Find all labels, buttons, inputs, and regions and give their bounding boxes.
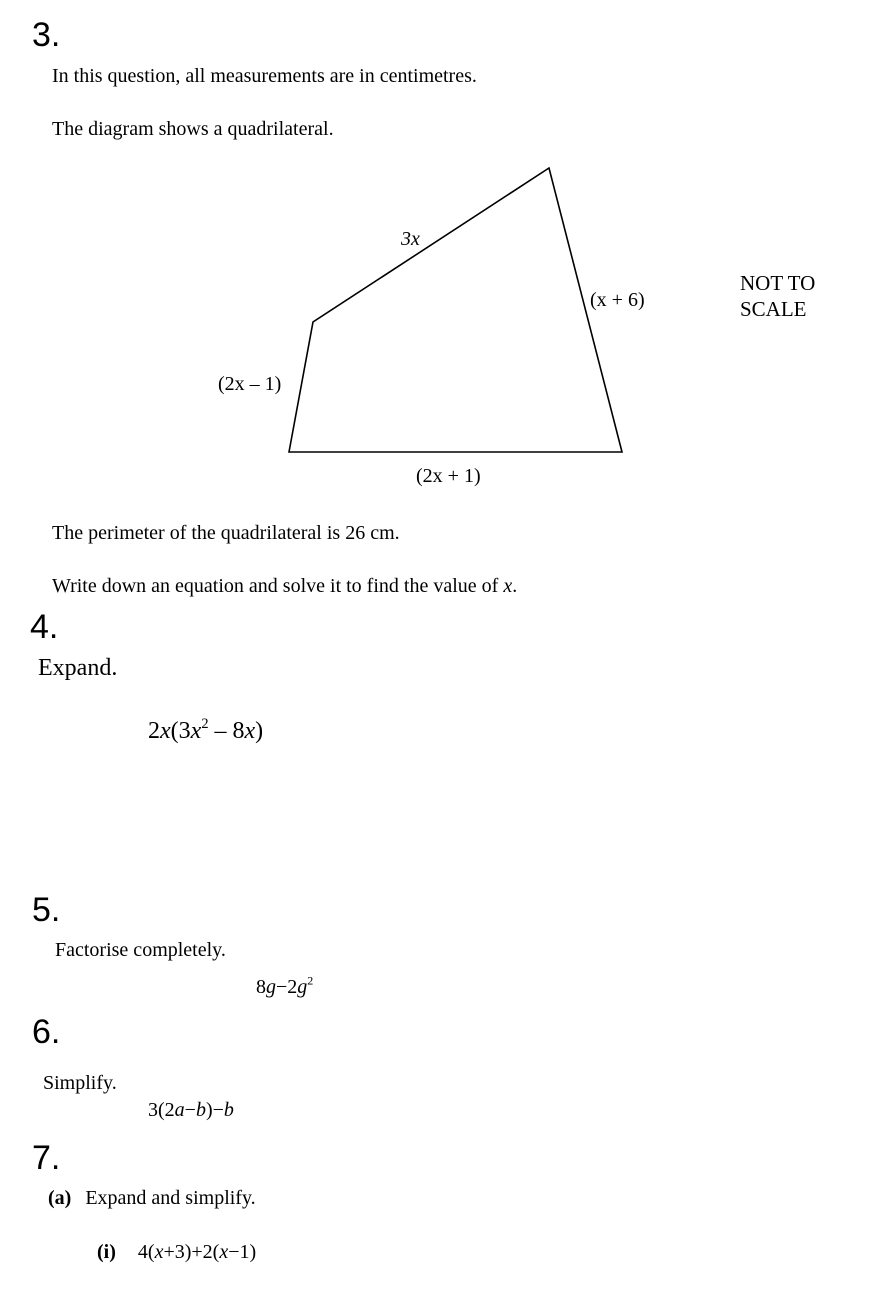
- q3-diagram-caption: The diagram shows a quadrilateral.: [52, 118, 334, 140]
- q6-instruction: Simplify.: [43, 1072, 117, 1094]
- q7-part-a: [48, 1188, 256, 1208]
- question-number-7: 7.: [32, 1139, 61, 1177]
- q7-expr-a: 4(: [137, 1241, 155, 1263]
- q3-instruction-var: x: [503, 575, 513, 597]
- label-right-side: (x + 6): [590, 289, 645, 311]
- q7-expr-var2: x: [219, 1241, 229, 1263]
- q4-expr-var2: x: [190, 718, 202, 744]
- q6-expr-close: )−: [205, 1099, 224, 1121]
- q7-expr-var1: x: [154, 1241, 164, 1263]
- question-number-4: 4.: [30, 608, 59, 646]
- q3-perimeter-text: The perimeter of the quadrilateral is 26 cm.: [52, 522, 400, 544]
- not-to-scale-line1: NOT TO: [740, 271, 816, 295]
- q7-part-i: [97, 1242, 256, 1262]
- q3-intro-text: In this question, all measurements are in centimetres.: [52, 65, 477, 87]
- q6-expr-var3: b: [223, 1099, 234, 1121]
- question-number-3: 3.: [32, 16, 61, 54]
- q4-expr-coef: 2: [148, 718, 160, 744]
- q6-expr-a: 3(2: [148, 1099, 175, 1121]
- label-left-side: (2x – 1): [218, 373, 282, 395]
- q4-expr-open: (3: [170, 718, 191, 744]
- label-top-side: 3x: [401, 228, 420, 250]
- q5-expr-mid: −2: [276, 976, 298, 998]
- q5-expr-power: 2: [307, 973, 314, 988]
- q7-part-a-label: (a): [48, 1187, 72, 1209]
- question-number-6: 6.: [32, 1013, 61, 1051]
- q7-expr-b: +3)+2(: [163, 1241, 220, 1263]
- q4-instruction: Expand.: [38, 655, 118, 681]
- q6-expr-var1: a: [174, 1099, 185, 1121]
- q5-expr-a: 8: [256, 976, 266, 998]
- q4-expr-close: ): [255, 718, 264, 744]
- q4-expr-power: 2: [201, 715, 209, 732]
- q4-expr-var3: x: [244, 718, 256, 744]
- label-bottom-side: (2x + 1): [416, 465, 481, 487]
- question-number-5: 5.: [32, 891, 61, 929]
- quadrilateral-diagram: [0, 0, 887, 520]
- q4-expression: [148, 715, 264, 744]
- q6-expr-var2: b: [195, 1099, 206, 1121]
- q5-expr-var1: g: [266, 976, 276, 998]
- q5-expression: [256, 973, 314, 998]
- quadrilateral-shape: [289, 168, 622, 452]
- q6-expr-mid: −: [184, 1099, 196, 1121]
- q5-instruction: Factorise completely.: [55, 939, 226, 961]
- q4-expr-var1: x: [160, 718, 171, 744]
- q7-expr-c: −1): [228, 1241, 257, 1263]
- q5-expr-var2: g: [297, 976, 308, 998]
- not-to-scale-line2: SCALE: [740, 297, 807, 321]
- q3-instruction-prefix: Write down an equation and solve it to find the value of: [52, 575, 504, 597]
- q6-expression: [148, 1100, 234, 1120]
- q7-part-a-text: Expand and simplify.: [85, 1187, 256, 1209]
- q3-instruction: [52, 576, 517, 596]
- q7-part-i-label: (i): [97, 1241, 116, 1263]
- q3-instruction-suffix: .: [512, 575, 518, 597]
- q4-expr-mid: – 8: [208, 718, 245, 744]
